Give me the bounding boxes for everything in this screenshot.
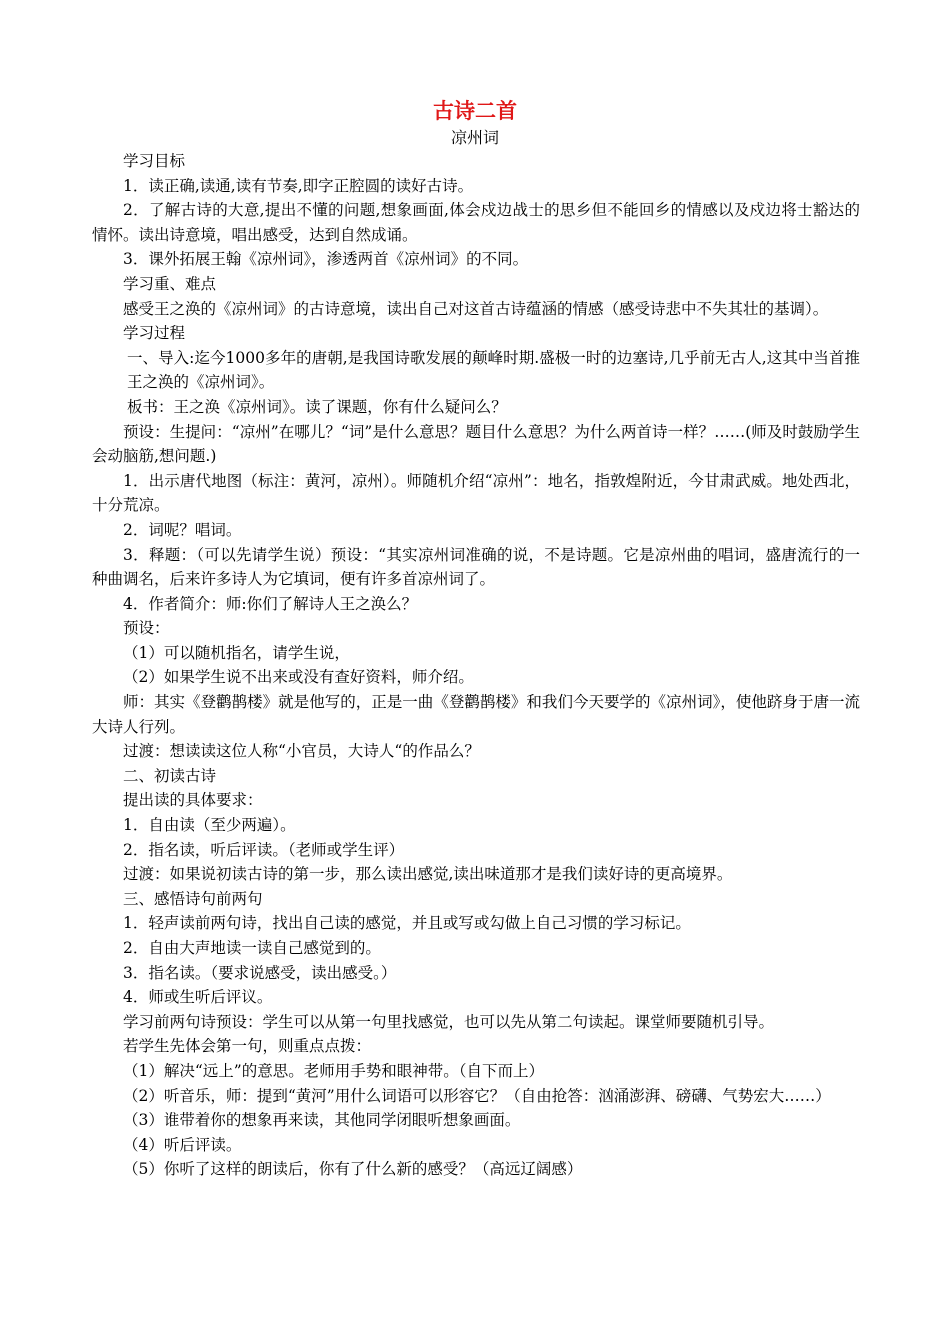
paragraph: 三、感悟诗句前两句	[123, 889, 263, 908]
paragraph: 1．自由读（至少两遍）。	[123, 816, 296, 835]
paragraph: 预设：生提问：“凉州”在哪儿？“词”是什么意思？题目什么意思？为什么两首诗一样？……(师及时鼓励学生会动脑筋,想问题.)	[92, 422, 860, 466]
paragraph: 提出读的具体要求：	[123, 791, 263, 810]
paragraph: （2）如果学生说不出来或没有查好资料，师介绍。	[123, 668, 474, 687]
paragraph: 1．出示唐代地图（标注：黄河，凉州）。师随机介绍“凉州”：地名，指敦煌附近，今甘肃武威。地处西北，十分荒凉。	[92, 471, 860, 515]
paragraph: 师：其实《登鹳鹊楼》就是他写的，正是一曲《登鹳鹊楼》和我们今天要学的《凉州词》，使他跻身于唐一流大诗人行列。	[92, 693, 860, 736]
paragraph: 若学生先体会第一句，则重点点拨：	[123, 1037, 372, 1056]
paragraph: 1．轻声读前两句诗，找出自己读的感觉，并且或写或勾做上自己习惯的学习标记。	[123, 914, 691, 933]
paragraph: 感受王之涣的《凉州词》的古诗意境，读出自己对这首古诗蕴涵的情感（感受诗悲中不失其壮的基调）。	[123, 299, 829, 318]
paragraph: 学习前两句诗预设：学生可以从第一句里找感觉，也可以先从第二句读起。课堂师要随机引导。	[123, 1012, 775, 1031]
poem-subtitle: 凉州词	[450, 128, 499, 147]
paragraph: （2）听音乐，师：提到“黄河”用什么词语可以形容它？（自由抢答：汹涌澎湃、磅礴、气势宏大……）	[123, 1086, 831, 1105]
paragraph: 1．读正确,读通,读有节奏,即字正腔圆的读好古诗。	[123, 176, 474, 195]
document-title: 古诗二首	[433, 98, 517, 123]
paragraph: 过渡：想读读这位人称“小官员，大诗人“的作品么？	[123, 742, 480, 761]
document-body	[92, 149, 860, 1182]
paragraph: 一、导入:迄今1000多年的唐朝,是我国诗歌发展的颠峰时期.盛极一时的边塞诗,几乎前无古人,这其中当首推王之涣的《凉州词》。	[127, 348, 860, 392]
paragraph: 预设：	[123, 619, 170, 638]
paragraph: 2．了解古诗的大意,提出不懂的问题,想象画面,体会戍边战士的思乡但不能回乡的情感以及戍边将士豁达的情怀。读出诗意境，唱出感受，达到自然成诵。	[92, 201, 860, 244]
paragraph: 学习重、难点	[123, 274, 217, 293]
paragraph: 二、初读古诗	[123, 766, 217, 785]
paragraph: 3．释题：（可以先请学生说）预设：“其实凉州词准确的说，不是诗题。它是凉州曲的唱词，盛唐流行的一种曲调名，后来许多诗人为它填词，便有许多首凉州词了。	[92, 545, 860, 589]
paragraph: （5）你听了这样的朗读后，你有了什么新的感受？（高远辽阔感）	[123, 1160, 583, 1179]
paragraph: 4．作者简介：师:你们了解诗人王之涣么？	[123, 594, 418, 613]
paragraph: 板书：王之涣《凉州词》。读了课题，你有什么疑问么？	[127, 397, 507, 416]
paragraph: （1）可以随机指名，请学生说，	[123, 643, 350, 662]
paragraph: 2．自由大声地读一读自己感觉到的。	[123, 939, 381, 957]
paragraph: （1）解决“远上”的意思。老师用手势和眼神带。（自下而上）	[123, 1061, 544, 1080]
paragraph: 2．词呢？唱词。	[123, 520, 242, 539]
paragraph: 4．师或生听后评议。	[123, 988, 273, 1007]
paragraph: 3．指名读。（要求说感受，读出感受。）	[123, 963, 397, 982]
paragraph: 过渡：如果说初读古诗的第一步，那么读出感觉,读出味道那才是我们读好诗的更高境界。	[123, 865, 733, 884]
paragraph: 学习过程	[123, 324, 186, 343]
paragraph: 2．指名读，听后评读。（老师或学生评）	[123, 840, 405, 859]
paragraph: （4）听后评读。	[123, 1135, 242, 1154]
paragraph: （3）谁带着你的想象再来读，其他同学闭眼听想象画面。	[123, 1111, 521, 1130]
paragraph: 学习目标	[123, 152, 186, 170]
paragraph: 3．课外拓展王翰《凉州词》，渗透两首《凉州词》的不同。	[123, 250, 529, 269]
